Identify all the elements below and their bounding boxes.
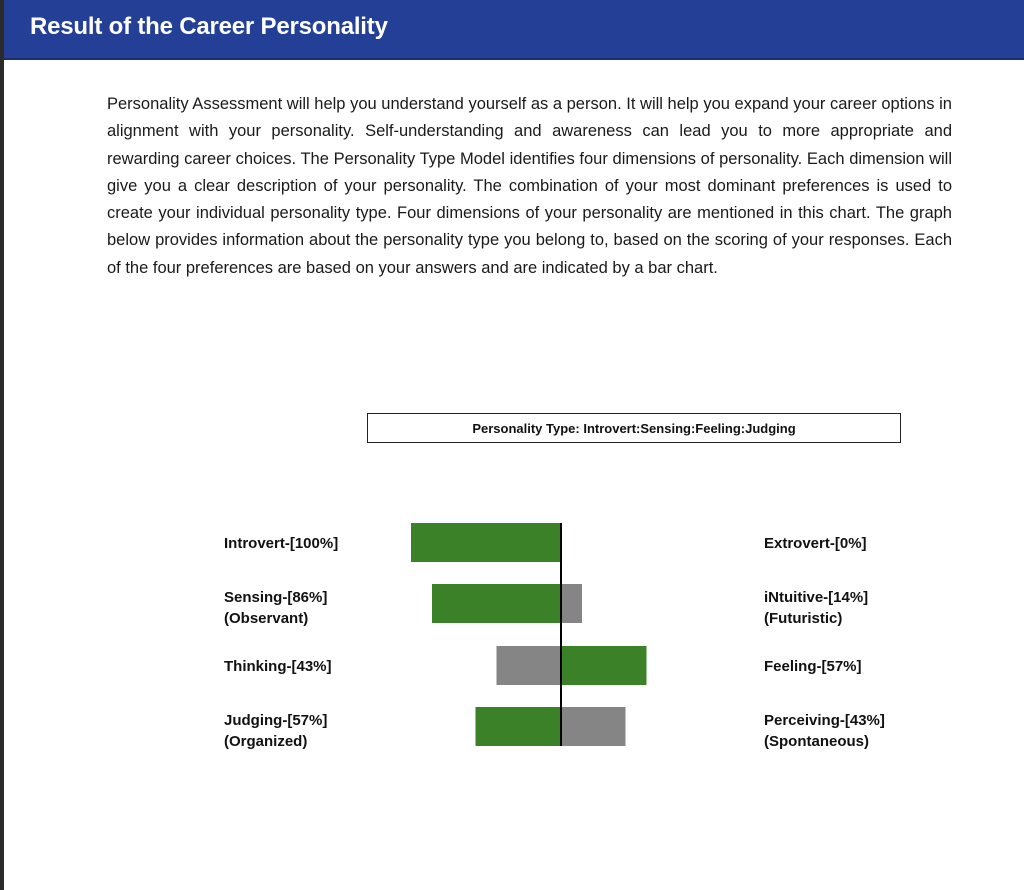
bar-right-4 — [561, 707, 626, 746]
page-title: Result of the Career Personality — [30, 13, 388, 40]
personality-type-box: Personality Type: Introvert:Sensing:Feeling:Judging — [367, 413, 901, 443]
left-label-1: Introvert-[100%] — [224, 535, 339, 552]
bar-left-2 — [432, 584, 561, 623]
bar-left-4 — [476, 707, 562, 746]
right-label-4: Perceiving-[43%] — [764, 712, 885, 729]
page-header — [4, 0, 1024, 60]
left-label-3: Thinking-[43%] — [224, 658, 332, 675]
right-sublabel-2: (Futuristic) — [764, 610, 843, 627]
right-label-2: iNtuitive-[14%] — [764, 589, 869, 606]
left-label-2: Sensing-[86%] — [224, 589, 328, 606]
window-left-edge — [0, 0, 4, 890]
bar-right-2 — [561, 584, 582, 623]
intro-paragraph: Personality Assessment will help you understand yourself as a person. It will help you expand your career options in alignment with your personality. Self-understanding and awareness can lead you to more appropriate and rewarding career choices. The Personality Type Model identifies four dimensions of personality. Each dimension will give you a clear description of your personality. The combination of your most dominant preferences is used to create your individual personality type. Four dimensions of your personality are mentioned in this chart. The graph below provides information about the personality type you belong to, based on the scoring of your responses. Each of the four preferences are based on your answers and are indicated by a bar chart. — [107, 95, 952, 277]
left-sublabel-2: (Observant) — [224, 610, 309, 627]
left-sublabel-4: (Organized) — [224, 733, 308, 750]
bar-left-3 — [497, 646, 562, 685]
right-label-3: Feeling-[57%] — [764, 658, 862, 675]
left-label-4: Judging-[57%] — [224, 712, 328, 729]
right-sublabel-4: (Spontaneous) — [764, 733, 869, 750]
right-label-1: Extrovert-[0%] — [764, 535, 867, 552]
bar-right-3 — [561, 646, 647, 685]
bar-left-1 — [411, 523, 561, 562]
personality-bar-chart — [200, 500, 920, 760]
